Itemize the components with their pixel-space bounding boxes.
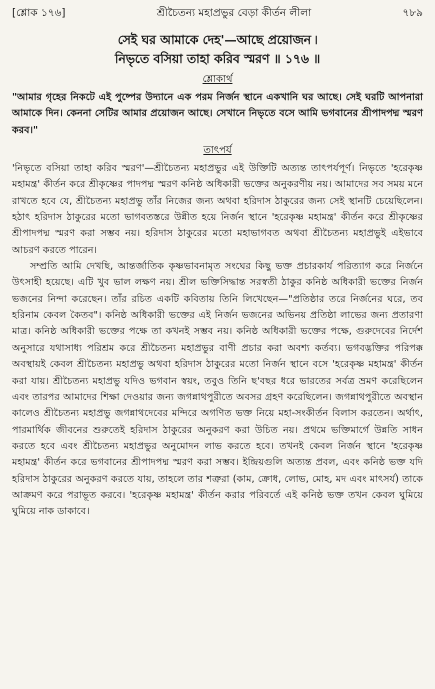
purport-heading: তাৎপর্য bbox=[203, 145, 232, 157]
verse-line-1: সেই ঘর আমাকে দেহ'—আছে প্রয়োজন ৷ bbox=[117, 32, 318, 47]
chapter-title: শ্রীচৈতন্য মহাপ্রভুর বেড়া কীর্তন লীলা bbox=[156, 7, 312, 19]
page-number: ৭৮৯ bbox=[402, 7, 423, 19]
translation-text: "আমার গৃহের নিকটে এই পুষ্পের উদ্যানে এক পরম নির্জন স্থানে একখানি ঘর আছে। সেই ঘরটি আপনারা আমাকে দিন। কেননা সেটির আমার প্রয়োজন আছে। সেখানে নিভৃতে বসে আমি ভগবানের শ্রীপাদপদ্ম স্মরণ করব।" bbox=[12, 92, 423, 136]
running-header bbox=[12, 6, 423, 22]
translation-heading: শ্লোকার্থ bbox=[202, 74, 233, 85]
verse-number-label: [শ্লোক ১৭৬] bbox=[12, 7, 66, 19]
purport-paragraph-2: সম্প্রতি আমি দেখছি, আন্তর্জাতিক কৃষ্ণভাবনামৃত সংঘের কিছু ভক্ত প্রচারকার্য পরিত্যাগ করে নির্জনে উৎসাহী হয়েছে। এটি খুব ভাল লক্ষণ নয়। শ্রীল ভক্তিসিদ্ধান্ত সরস্বতী ঠাকুর কনিষ্ঠ অধিকারী ভক্তের নির্জন ভজনের নিন্দা করেছেন। তাঁর রচিত একটি কবিতায় তিনি লিখেছেন—"প্রতিষ্ঠার তরে নির্জনের ঘরে, তব হরিনাম কেবল কৈতব"। কনিষ্ঠ অধিকারী ভক্তের এই নির্জন ভজনের অভিনয় প্রতিষ্ঠা লাভের জন্য প্রতারণা মাত্র। কনিষ্ঠ অধিকারী ভক্তের পক্ষে তা কখনই সম্ভব নয়। কনিষ্ঠ অধিকারী ভক্তের পক্ষে, গুরুদেবের নির্দেশ অনুসারে যথাসাধ্য পরিশ্রম করে শ্রীচৈতন্য মহাপ্রভুর বাণী প্রচার করা অবশ্য কর্তব্য। ভগবদ্ভক্তির পরিপক্ক অবস্থায়ই কেবল শ্রীচৈতন্য মহাপ্রভু অথবা হরিদাস ঠাকুরের মতো নির্জন স্থানে বসে 'হরেকৃষ্ণ মহামন্ত্র' কীর্তন করা যায়। শ্রীচৈতন্য মহাপ্রভু যদিও ভগবান স্বয়ং, তবুও তিনি ছ'বছর ধরে ভারতের সর্বত্র ভ্রমণ করেছিলেন এবং তারপর আমাদের শিক্ষা দেওয়ার জন্য জগন্নাথপুরীতে অবসর গ্রহণ করেছিলেন। জগন্নাথপুরীতে অবস্থান কালেও শ্রীচৈতন্য মহাপ্রভু জগন্নাথদেবের মন্দিরে অগণিত ভক্ত নিয়ে মহা-সংকীর্তন বিলাস করতেন। অর্থাৎ, পারমার্থিক জীবনের শুরুতেই হরিদাস ঠাকুরের অনুকরণ করা উচিত নয়। প্রথমে ভক্তিমার্গে উন্নতি সাধন করতে হবে এবং শ্রীচৈতন্য মহাপ্রভুর অনুমোদন লাভ করতে হবে। তখনই কেবল নির্জন স্থানে 'হরেকৃষ্ণ মহামন্ত্র' কীর্তন করে ভগবানের শ্রীপাদপদ্ম স্মরণ করা সম্ভব। ইন্দ্রিয়গুলি অত্যন্ত প্রবল, এবং কনিষ্ঠ ভক্ত যদি হরিদাস ঠাকুরের অনুকরণ করতে যায়, তাহলে তার শত্রুরা (কাম, ক্রোধ, লোভ, মোহ, মদ এবং মাৎসর্য) তাকে আক্রমণ করে পরাভূত করবে। 'হরেকৃষ্ণ মহামন্ত্র' কীর্তন করার পরিবর্তে এই কনিষ্ঠ ভক্ত তখন কেবল ঘুমিয়ে ঘুমিয়ে নাক ডাকাবে। bbox=[12, 261, 423, 518]
verse-line-2: নিভৃতে বসিয়া তাহা করিব স্মরণ ॥ ১৭৬ ॥ bbox=[114, 51, 321, 66]
purport-paragraph-1: 'নিভৃতে বসিয়া তাহা করিব স্মরণ'—শ্রীচৈতন্য মহাপ্রভুর এই উক্তিটি অত্যন্ত তাৎপর্যপূর্ণ। নিভৃতে 'হরেকৃষ্ণ মহামন্ত্র' কীর্তন করে শ্রীকৃষ্ণের পাদপদ্ম স্মরণ কনিষ্ঠ অধিকারী ভক্তের অনুকরণীয় নয়। আমাদের সব সময় মনে রাখতে হবে যে, শ্রীচৈতন্য মহাপ্রভু তাঁর নিজের জন্য অথবা হরিদাস ঠাকুরের জন্য সেই স্থানটি চেয়েছিলেন। হঠাৎ হরিদাস ঠাকুরের মতো ভাগবতস্তরে উন্নীত হয়ে নির্জন স্থানে 'হরেকৃষ্ণ মহামন্ত্র' কীর্তন করে শ্রীকৃষ্ণের শ্রীপাদপদ্ম স্মরণ করা সম্ভব নয়। হরিদাস ঠাকুরের মতো মহাভাগবত অথবা শ্রীচৈতন্য মহাপ্রভুই এইভাবে আচরণ করতে পারেন। bbox=[12, 163, 423, 256]
verse-block bbox=[12, 30, 423, 68]
